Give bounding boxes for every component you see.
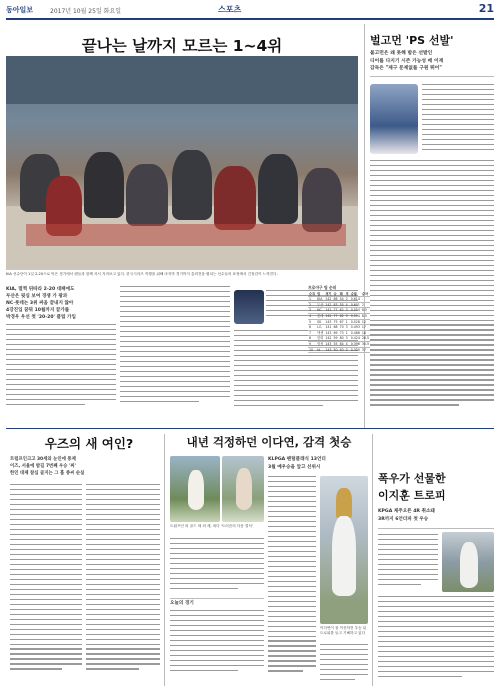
standings-cell: SK: [316, 319, 324, 325]
player-photo: [234, 290, 264, 324]
standings-cell: 0.486: [350, 330, 360, 335]
standings-cell: 3: [345, 325, 350, 331]
main-photo: [6, 56, 358, 270]
standings-cell: 77: [333, 308, 338, 313]
standings-cell: 8.5: [361, 313, 370, 319]
subhead: 두산은 뒷심 보여 경쟁 가 팡과: [6, 294, 68, 299]
body-text-column: [370, 160, 494, 422]
standings-cell: 50: [333, 347, 338, 352]
deck-line: 한인 대제 참십 골지는 그 홀 종씨 순실: [10, 471, 85, 476]
body-text-column: [86, 484, 160, 686]
standings-header-cell: 팀: [316, 292, 324, 297]
subhead: NC·롯데는 3위 싸움 끝내지 않아: [6, 301, 74, 306]
body-text-column: [378, 534, 438, 592]
standings-cell: 62: [339, 308, 344, 313]
standings-cell: 7: [308, 330, 316, 336]
story4-deck: [378, 508, 494, 523]
section-title: 스포츠: [218, 5, 242, 14]
standings-cell: 1: [308, 297, 316, 303]
standings-cell: 10: [308, 347, 316, 353]
standings-cell: 0.554: [350, 308, 360, 313]
standings-cell: 넥센: [317, 330, 324, 335]
headline-line: 폭우가 선물한: [378, 472, 446, 485]
standings-cell: NC: [316, 308, 324, 314]
deck-line: 3월 예우승을 앞고 선위시: [268, 464, 321, 470]
standings-cell: 142: [325, 302, 332, 307]
standings-cell: 삼성: [317, 341, 324, 346]
deck-line: 불고먼은 왜 못해 밤은 선발인: [370, 51, 433, 56]
deck-line: 이즈, 서울에 밤길 7번째 우승 '찌': [10, 464, 76, 469]
standings-cell: 143: [325, 341, 332, 346]
standings-cell: 3: [308, 308, 316, 314]
standings-cell: 143: [325, 347, 332, 352]
standings-cell: 0.528: [350, 319, 360, 324]
games-box-title: 오늘의 경기: [170, 601, 194, 606]
standings-cell: 142: [325, 313, 332, 318]
standings-header-cell: 승차: [361, 291, 369, 296]
subhead: 4강진입 꿈꿔 10월까지 끝가를: [6, 308, 70, 313]
page-header: [6, 4, 494, 20]
main-subheads: [6, 286, 116, 321]
body-text-column: [10, 484, 82, 686]
standings-cell: 8: [308, 336, 316, 342]
deck-line: 3R까지 6언더파 첫 우승: [378, 516, 429, 522]
standings-cell: 93: [339, 347, 344, 352]
headline-line: 이지훈 트로피: [378, 489, 446, 502]
standings-cell: LG: [316, 325, 324, 331]
standings-cell: 4: [345, 302, 350, 308]
deck-line: KPGA 제주오픈 4R 취소돼: [378, 509, 435, 514]
right-deck: [370, 50, 494, 73]
standings-cell: 143: [325, 319, 332, 324]
page-number: 21: [478, 2, 494, 15]
standings-title: 프로야구 팀 순위: [308, 285, 337, 290]
body-text-column: [120, 286, 230, 420]
standings-cell: KIA: [317, 297, 323, 302]
standings-cell: 77: [333, 313, 338, 318]
standings-cell: kt: [316, 347, 324, 353]
story2-headline: 우즈의 새 여인?: [44, 436, 134, 451]
standings-cell: 142: [325, 308, 332, 313]
subhead: KIA, 멀찍 뒤따라 2-20 대패에도: [6, 287, 75, 292]
newspaper-logo: 동아일보: [6, 6, 34, 14]
standings-cell: 55: [339, 302, 344, 307]
games-box-list: [170, 610, 264, 686]
standings-cell: 3: [345, 308, 350, 314]
standings-cell: -: [361, 297, 370, 303]
standings-cell: 0.554: [350, 313, 360, 318]
deck-line: 감독은 "제구 문제없를 구원 뛰어": [370, 66, 442, 71]
body-text-column: [170, 538, 264, 596]
issue-date: 2017년 10월 25일 화요일: [50, 8, 122, 15]
story3-deck: [268, 456, 368, 471]
standings-header-cell: 승: [333, 291, 337, 296]
standings-cell: 141: [325, 325, 332, 330]
standings-cell: 2: [308, 302, 316, 308]
standings-cell: 8.5: [361, 308, 370, 314]
body-text-column: [422, 84, 494, 156]
deck-line: 디어를 다지기 시즌 가능성 매 이재: [370, 58, 444, 64]
standings-cell: 롯데: [317, 313, 324, 318]
standings-cell: 0.601: [350, 302, 360, 307]
pitcher-photo: [370, 84, 418, 154]
trophy-photo: [320, 476, 368, 624]
main-photo-caption: KIA 선수단이 1일 2-20으로 막은 경기에서 팬들과 함께 서서 지켜보고 있다. 한국시리즈 직행을 위해 마지막 경기까지 총력전을 펼치는 선수들의 표정에서 긴장감이 느껴진다.: [6, 272, 278, 276]
standings-cell: 3: [345, 313, 350, 319]
standings-cell: 26.5: [361, 336, 369, 341]
body-text-column: [320, 644, 368, 686]
standings-cell: 12: [361, 319, 370, 325]
standings-cell: 9: [308, 341, 316, 347]
table-row: [308, 347, 370, 353]
standings-cell: 80: [339, 336, 344, 341]
standings-cell: 54: [339, 297, 344, 302]
standings-cell: 0.493: [350, 325, 360, 330]
standings-cell: 0.396: [350, 341, 360, 346]
standings-cell: 5: [308, 319, 316, 325]
standings-header-cell: 경기: [325, 291, 332, 296]
standings-cell: 142: [325, 297, 332, 302]
story3-photo-caption: 이다연이 참 이선학전 우승 뒤 트로피를 들고 기뻐하고 있다: [320, 626, 367, 635]
deck-line: 트럼프인크고 30세와 눈인에 통제: [10, 457, 76, 462]
standings-cell: 18: [361, 330, 370, 336]
deck-line: KLPGA 팬텀클래식 13언더: [268, 457, 326, 462]
standings-cell: 73: [339, 330, 344, 335]
right-headline: 벌고먼 'PS 선발': [370, 34, 454, 47]
golfer-photo: [170, 456, 220, 522]
standings-cell: 62: [339, 313, 344, 318]
standings-cell: 한화: [317, 336, 324, 341]
standings-cell: 55: [333, 341, 338, 346]
standings-cell: 143: [325, 330, 332, 335]
standings-cell: 0.424: [350, 336, 360, 341]
standings-cell: 0.350: [350, 347, 360, 352]
standings-cell: 68: [333, 325, 338, 330]
subhead: 박경우 우선 첫 '20-20' 클럽 가입: [6, 315, 76, 320]
standings-cell: 86: [333, 297, 338, 302]
story2-deck: [10, 456, 160, 477]
standings-cell: 2: [361, 302, 370, 308]
golfer-photo: [222, 456, 264, 522]
standings-cell: 84: [339, 341, 344, 346]
standings-cell: 0.614: [350, 297, 360, 302]
standings-cell: 두산: [317, 302, 324, 307]
body-text-column: [6, 324, 116, 420]
standings-cell: 67: [339, 319, 344, 324]
story4-headline: [378, 470, 494, 504]
standings-cell: 59: [333, 336, 338, 341]
standings-cell: 17: [361, 325, 370, 331]
story3-headline: 내년 걱정하던 이다연, 감격 첫승: [186, 435, 352, 449]
standings-header-cell: 무: [345, 291, 349, 296]
standings-table: [308, 285, 369, 353]
standings-cell: 75: [333, 319, 338, 324]
standings-cell: 0: [345, 347, 350, 353]
standings-cell: 3: [345, 336, 350, 342]
main-headline: 끝나는 날까지 모르는 1~4위: [81, 37, 283, 55]
standings-header-cell: 승률: [350, 292, 361, 297]
standings-cell: 4: [308, 313, 316, 319]
standings-cell: 37: [361, 347, 370, 353]
standings-cell: 30.5: [361, 341, 369, 346]
standings-cell: 2: [345, 297, 350, 303]
standings-cell: 83: [333, 302, 338, 307]
standings-cell: 142: [325, 336, 332, 341]
body-text-column: [268, 476, 316, 686]
standings-header-cell: 순위: [309, 291, 316, 296]
body-text-column: [378, 596, 494, 686]
standings-cell: 69: [333, 330, 338, 335]
standings-cell: 4: [345, 341, 350, 347]
standings-cell: 70: [339, 325, 344, 330]
standings-cell: 1: [345, 330, 350, 336]
standings-cell: 1: [345, 319, 350, 325]
standings-cell: 6: [308, 325, 316, 331]
story2-photo-caption: 트럼프인 외 골드 세 외 세, 외다 '트러즘의 다음 결석': [170, 524, 253, 528]
standings-header-cell: 패: [339, 291, 343, 296]
winner-photo: [442, 532, 494, 592]
